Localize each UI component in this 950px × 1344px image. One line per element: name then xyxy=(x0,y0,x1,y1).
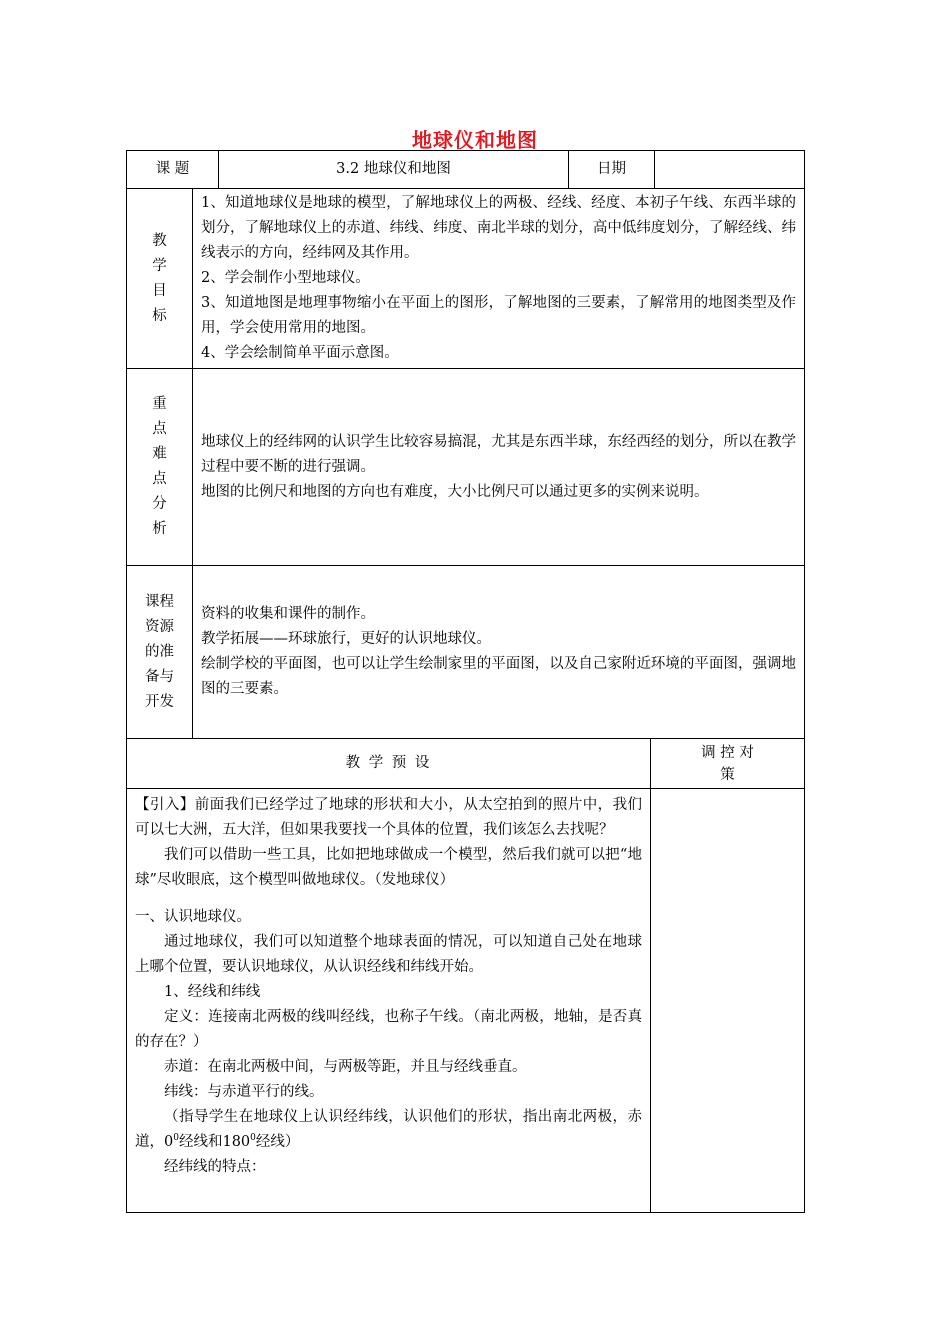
date-value xyxy=(655,151,805,189)
objectives-label-char: 目 xyxy=(152,282,167,299)
objective-item: 2、学会制作小型地球仪。 xyxy=(201,270,370,286)
control-content xyxy=(651,789,805,1213)
lesson-plan-table xyxy=(126,150,805,1213)
plan-heading-row xyxy=(127,739,805,789)
objectives-label xyxy=(127,189,193,369)
difficulties-label-char: 分 xyxy=(152,496,167,512)
difficulties-label-char: 难 xyxy=(152,446,167,462)
equator-text: 赤道：在南北两极中间，与两极等距，并且与经线垂直。 xyxy=(164,1059,527,1075)
guide-zero: 0 xyxy=(164,1134,174,1150)
topic-label: 课 题 xyxy=(127,151,219,189)
plan-heading: 教 学 预 设 xyxy=(127,739,651,789)
resources-label-line: 课程 xyxy=(145,593,174,610)
resources-label-line: 的准 xyxy=(145,643,174,660)
resource-item: 绘制学校的平面图，也可以让学生绘制家里的平面图，以及自己家附近环境的平面图，强调地图的三要素。 xyxy=(201,656,797,697)
control-heading-line1: 调 控 对 xyxy=(701,744,754,761)
header-row xyxy=(127,151,805,189)
topic-value: 3.2 地球仪和地图 xyxy=(219,151,569,189)
guide-text-part: （指导学生在地球仪上认识经纬线，认识他们的形状，指出南北两极，赤道， xyxy=(135,1109,643,1150)
objectives-label-char: 学 xyxy=(152,257,167,274)
lesson-plan-sheet xyxy=(126,150,804,1213)
control-heading xyxy=(651,739,805,789)
date-label: 日期 xyxy=(569,151,655,189)
plan-intro: 【引入】前面我们已经学过了地球的形状和大小，从太空拍到的照片中，我们可以七大洲，五大洋，但如果我要找一个具体的位置，我们该怎么去找呢？ xyxy=(135,797,643,838)
resources-content xyxy=(193,566,805,739)
guide-text-mid: 经线和180 xyxy=(178,1134,251,1150)
difficulties-row xyxy=(127,369,805,566)
objectives-label-char: 教 xyxy=(152,232,167,249)
resources-label-line: 备与 xyxy=(145,668,174,685)
objectives-row xyxy=(127,189,805,369)
degree-sup: 0 xyxy=(250,1133,256,1144)
objective-item: 4、学会绘制简单平面示意图。 xyxy=(201,345,399,361)
difficulties-label xyxy=(127,369,193,566)
parallel-text: 纬线：与赤道平行的线。 xyxy=(164,1084,324,1100)
document-title: 地球仪和地图 xyxy=(412,128,538,152)
resource-item: 资料的收集和课件的制作。 xyxy=(201,606,375,622)
resources-row xyxy=(127,566,805,739)
features-text: 经纬线的特点： xyxy=(164,1159,266,1175)
resource-item: 教学拓展——环球旅行，更好的认识地球仪。 xyxy=(201,631,491,647)
objective-item: 3、知道地图是地理事物缩小在平面上的图形，了解地图的三要素，了解常用的地图类型及作用，学会使用常用的地图。 xyxy=(201,295,797,336)
plan-content xyxy=(127,789,651,1213)
objectives-label-char: 标 xyxy=(152,307,167,324)
resources-label xyxy=(127,566,193,739)
objectives-content xyxy=(193,189,805,369)
difficulties-label-char: 析 xyxy=(152,521,167,537)
plan-intro-2: 我们可以借助一些工具，比如把地球做成一个模型，然后我们就可以把“地球”尽收眼底，这个模型叫做地球仪。（发地球仪） xyxy=(135,847,643,888)
control-heading-line2: 策 xyxy=(720,766,735,783)
resources-label-line: 开发 xyxy=(145,693,174,710)
difficulty-item: 地图的比例尺和地图的方向也有难度，大小比例尺可以通过更多的实例来说明。 xyxy=(201,483,709,500)
difficulties-label-char: 点 xyxy=(152,421,167,437)
objective-item: 1、知道地球仪是地球的模型，了解地球仪上的两极、经线、经度、本初子午线、东西半球的划分，了解地球仪上的赤道、纬线、纬度、南北半球的划分，高中低纬度划分，了解经线、纬线表示的方向，经纬网及其作用。 xyxy=(201,195,797,261)
resources-label-line: 资源 xyxy=(145,618,174,635)
section-heading-1: 一、认识地球仪。 xyxy=(135,909,251,925)
guide-text-post: 经线） xyxy=(255,1134,300,1150)
subsection-heading-1: 1、经线和纬线 xyxy=(164,984,261,1000)
degree-sup: 0 xyxy=(173,1133,179,1144)
guide-text xyxy=(135,1105,642,1155)
difficulties-label-char: 点 xyxy=(152,471,167,487)
difficulty-item: 地球仪上的经纬网的认识学生比较容易搞混，尤其是东西半球，东经西经的划分，所以在教学过程中要不断的进行强调。 xyxy=(201,433,797,475)
section-1-text: 通过地球仪，我们可以知道整个地球表面的情况，可以知道自己处在地球上哪个位置，要认识地球仪，从认识经线和纬线开始。 xyxy=(135,934,643,975)
difficulties-content xyxy=(193,369,805,566)
difficulties-label-char: 重 xyxy=(152,396,167,412)
definition-text: 定义：连接南北两极的线叫经线，也称子午线。（南北两极，地轴，是否真的存在？） xyxy=(135,1009,643,1050)
plan-content-row xyxy=(127,789,805,1213)
blank-line xyxy=(135,893,642,905)
